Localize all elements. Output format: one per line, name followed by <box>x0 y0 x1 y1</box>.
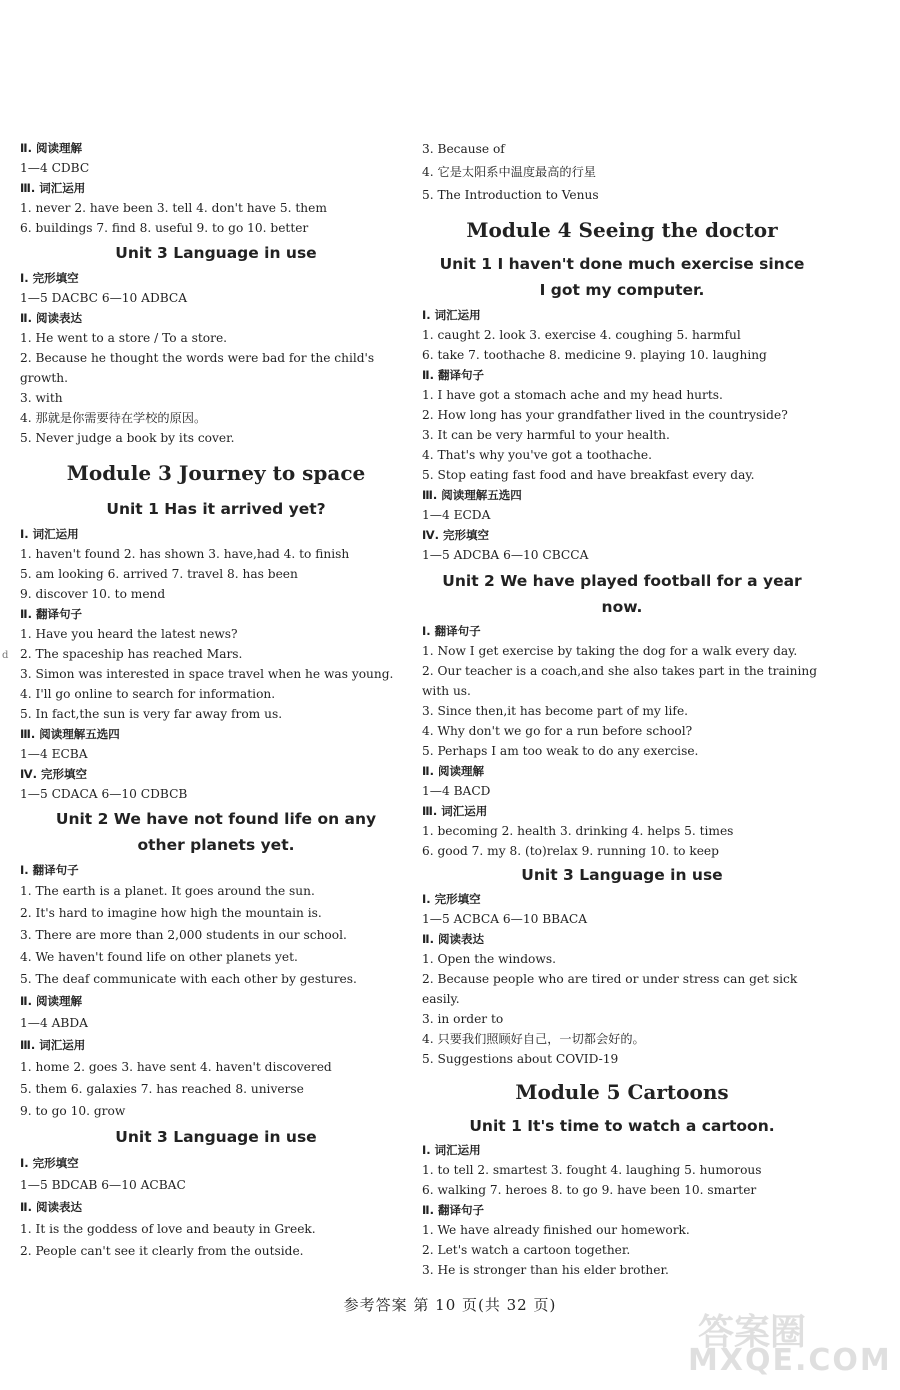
answer-line: 2. How long has your grandfather lived in the countryside? <box>422 408 788 422</box>
section-heading: Ⅲ. 阅读理解五选四 <box>20 727 120 741</box>
answer-line: 4. 它是太阳系中温度最高的行星 <box>422 165 596 179</box>
section-heading: Ⅱ. 阅读理解 <box>20 141 82 155</box>
section-heading: Ⅱ. 阅读表达 <box>20 311 82 325</box>
section-heading: Ⅰ. 完形填空 <box>20 271 79 285</box>
module-heading: Module 4 Seeing the doctor <box>466 218 778 242</box>
answer-line: 1—5 DACBC 6—10 ADBCA <box>20 291 188 305</box>
answer-line: 5. them 6. galaxies 7. has reached 8. universe <box>20 1082 304 1096</box>
answer-line: 6. buildings 7. find 8. useful 9. to go 10. better <box>20 221 309 235</box>
answer-line: 4. 那就是你需要待在学校的原因。 <box>20 411 207 425</box>
watermark-top: 答案圈 <box>698 1312 807 1353</box>
answer-line: 4. That's why you've got a toothache. <box>422 448 652 462</box>
answer-line: 1. caught 2. look 3. exercise 4. coughing 5. harmful <box>422 328 741 342</box>
answer-line: 3. Simon was interested in space travel when he was young. <box>20 667 394 681</box>
answer-line: 1. never 2. have been 3. tell 4. don't have 5. them <box>20 201 327 215</box>
unit-heading: Unit 3 Language in use <box>115 244 317 262</box>
left-column <box>20 138 412 1262</box>
section-heading: Ⅱ. 阅读表达 <box>20 1200 82 1214</box>
section-heading: Ⅳ. 完形填空 <box>422 528 490 542</box>
answer-line: 1. becoming 2. health 3. drinking 4. helps 5. times <box>422 824 734 838</box>
answer-line: 3. Since then,it has become part of my life. <box>422 704 689 718</box>
answer-line: 2. Because he thought the words were bad for the child's growth. <box>20 351 375 385</box>
answer-line: 3. Because of <box>422 142 505 156</box>
answer-line: 6. take 7. toothache 8. medicine 9. playing 10. laughing <box>422 348 767 362</box>
watermark <box>688 1304 892 1384</box>
answer-line: 5. Suggestions about COVID-19 <box>422 1052 619 1066</box>
answer-line: 5. Never judge a book by its cover. <box>20 431 235 445</box>
answer-line: 1. It is the goddess of love and beauty in Greek. <box>20 1222 316 1236</box>
answer-line: 2. The spaceship has reached Mars. <box>20 647 243 661</box>
margin-mark: d <box>2 650 9 661</box>
answer-line: 1—4 ABDA <box>20 1016 88 1030</box>
answer-line: 1—5 ADCBA 6—10 CBCCA <box>422 548 589 562</box>
section-heading: Ⅱ. 阅读理解 <box>422 764 484 778</box>
answer-line: 1. haven't found 2. has shown 3. have,had 4. to finish <box>20 547 350 561</box>
answer-line: 4. Why don't we go for a run before school? <box>422 724 693 738</box>
unit-heading: Unit 1 I haven't done much exercise since <box>439 255 805 273</box>
unit-heading-continued: other planets yet. <box>137 836 295 854</box>
answer-line: 3. with <box>20 391 63 405</box>
page-footer: 参考答案 第 10 页(共 32 页) <box>343 1296 557 1314</box>
answer-line: 2. People can't see it clearly from the outside. <box>20 1244 304 1258</box>
answer-line: 3. There are more than 2,000 students in our school. <box>20 928 347 942</box>
answer-line: 1. We have already finished our homework. <box>422 1223 690 1237</box>
section-heading: Ⅱ. 翻译句子 <box>422 1203 484 1217</box>
section-heading: Ⅲ. 阅读理解五选四 <box>422 488 522 502</box>
answer-line: 5. Perhaps I am too weak to do any exercise. <box>422 744 699 758</box>
unit-heading: Unit 1 It's time to watch a cartoon. <box>469 1117 775 1135</box>
answer-line: 9. discover 10. to mend <box>20 587 166 601</box>
answer-line: 4. We haven't found life on other planets yet. <box>20 950 298 964</box>
answer-line: 5. Stop eating fast food and have breakfast every day. <box>422 468 755 482</box>
watermark-url: MXQE.COM <box>688 1343 892 1378</box>
section-heading: Ⅰ. 词汇运用 <box>20 527 79 541</box>
answer-line: 1. The earth is a planet. It goes around the sun. <box>20 884 315 898</box>
module-heading: Module 3 Journey to space <box>66 461 366 485</box>
unit-heading: Unit 2 We have played football for a year now. <box>442 572 802 616</box>
section-heading: Ⅲ. 词汇运用 <box>20 1038 86 1052</box>
answer-line: 1. home 2. goes 3. have sent 4. haven't discovered <box>20 1060 332 1074</box>
answer-line: 1. He went to a store / To a store. <box>20 331 228 345</box>
answer-line: 1—4 BACD <box>422 784 491 798</box>
section-heading: Ⅱ. 翻译句子 <box>20 607 82 621</box>
unit-heading-continued: I got my computer. <box>539 281 705 299</box>
answer-line: 5. The deaf communicate with each other by gestures. <box>20 972 357 986</box>
answer-line: 4. I'll go online to search for information. <box>20 687 276 701</box>
answer-line: 5. am looking 6. arrived 7. travel 8. has been <box>20 567 298 581</box>
section-heading: Ⅲ. 词汇运用 <box>20 181 86 195</box>
section-heading: Ⅱ. 阅读理解 <box>20 994 82 1008</box>
answer-line: 2. Let's watch a cartoon together. <box>422 1243 631 1257</box>
answer-line: 6. good 7. my 8. (to)relax 9. running 10. to keep <box>422 844 719 858</box>
unit-heading: Unit 3 Language in use <box>115 1128 317 1146</box>
answer-line: 1. Now I get exercise by taking the dog for a walk every day. <box>422 644 798 658</box>
answer-line: 3. He is stronger than his elder brother. <box>422 1263 669 1277</box>
section-heading: Ⅰ. 完形填空 <box>422 892 481 906</box>
section-heading: Ⅰ. 完形填空 <box>20 1156 79 1170</box>
answer-line: 2. Because people who are tired or under stress can get sick easily. <box>422 972 798 1006</box>
answer-line: 9. to go 10. grow <box>20 1104 126 1118</box>
section-heading: Ⅲ. 词汇运用 <box>422 804 488 818</box>
answer-line: 1—5 BDCAB 6—10 ACBAC <box>20 1178 186 1192</box>
section-heading: Ⅰ. 词汇运用 <box>422 1143 481 1157</box>
answer-line: 4. 只要我们照顾好自己，一切都会好的。 <box>422 1032 645 1046</box>
answer-line: 1. Open the windows. <box>422 952 556 966</box>
answer-line: 1. I have got a stomach ache and my head hurts. <box>422 388 723 402</box>
unit-heading: Unit 1 Has it arrived yet? <box>106 500 326 518</box>
section-heading: Ⅳ. 完形填空 <box>20 767 88 781</box>
module-heading: Module 5 Cartoons <box>515 1080 729 1104</box>
section-heading: Ⅰ. 翻译句子 <box>422 624 481 638</box>
section-heading: Ⅰ. 词汇运用 <box>422 308 481 322</box>
section-heading: Ⅰ. 翻译句子 <box>20 863 79 877</box>
unit-heading: Unit 3 Language in use <box>521 866 723 884</box>
answer-line: 3. It can be very harmful to your health. <box>422 428 670 442</box>
right-column <box>422 138 822 1280</box>
answer-line: 1—4 ECBA <box>20 747 88 761</box>
answer-line: 5. In fact,the sun is very far away from us. <box>20 707 283 721</box>
answer-line: 2. It's hard to imagine how high the mountain is. <box>20 906 322 920</box>
answer-line: 2. Our teacher is a coach,and she also takes part in the training with us. <box>422 664 818 698</box>
answer-line: 1—4 CDBC <box>20 161 90 175</box>
answer-line: 3. in order to <box>422 1012 504 1026</box>
answer-line: 5. The Introduction to Venus <box>422 188 599 202</box>
answer-line: 1—5 CDACA 6—10 CDBCB <box>20 787 188 801</box>
answer-line: 1. Have you heard the latest news? <box>20 627 238 641</box>
answer-line: 1—5 ACBCA 6—10 BBACA <box>422 912 588 926</box>
answer-line: 1. to tell 2. smartest 3. fought 4. laughing 5. humorous <box>422 1163 762 1177</box>
answer-line: 1—4 ECDA <box>422 508 491 522</box>
section-heading: Ⅱ. 翻译句子 <box>422 368 484 382</box>
section-heading: Ⅱ. 阅读表达 <box>422 932 484 946</box>
unit-heading: Unit 2 We have not found life on any <box>55 810 377 828</box>
answer-line: 6. walking 7. heroes 8. to go 9. have been 10. smarter <box>422 1183 757 1197</box>
